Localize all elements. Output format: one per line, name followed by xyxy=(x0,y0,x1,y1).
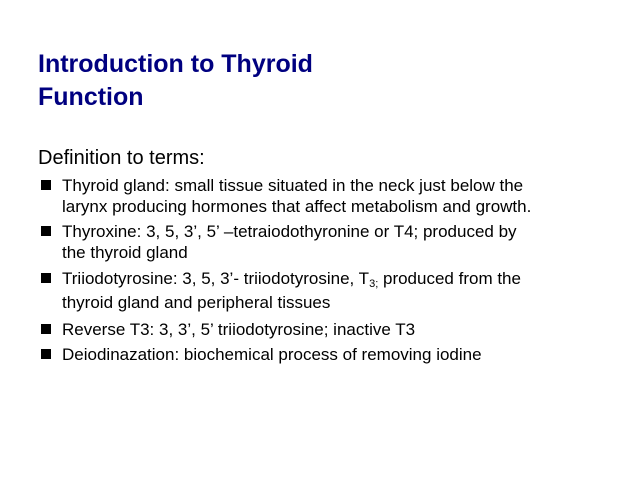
definitions-intro: Definition to terms: xyxy=(38,147,205,169)
slide-title-line-1: Introduction to Thyroid xyxy=(38,50,313,78)
slide-title-line-2: Function xyxy=(38,83,144,111)
square-bullet-icon xyxy=(41,349,51,359)
definition-triiodotyrosine xyxy=(38,267,618,315)
definition-line: Thyroxine: 3, 5, 3’, 5’ –tetraiodothyronine or T4; produced by xyxy=(62,222,517,241)
definition-list xyxy=(38,175,618,369)
square-bullet-icon xyxy=(41,226,51,236)
slide-title xyxy=(38,48,598,114)
definition-line: thyroid gland and peripheral tissues xyxy=(62,293,331,312)
definition-line: larynx producing hormones that affect metabolism and growth. xyxy=(62,197,532,216)
definition-line: Thyroid gland: small tissue situated in the neck just below the xyxy=(62,176,524,195)
definition-line: produced from the xyxy=(378,269,521,288)
definition-line: the thyroid gland xyxy=(62,243,188,262)
square-bullet-icon xyxy=(41,180,51,190)
definition-thyroid-gland xyxy=(38,175,618,217)
definition-thyroxine xyxy=(38,221,618,263)
square-bullet-icon xyxy=(41,273,51,283)
subscript-3: 3; xyxy=(369,278,379,290)
definition-line: Reverse T3: 3, 3’, 5’ triiodotyrosine; inactive T3 xyxy=(62,320,416,339)
square-bullet-icon xyxy=(41,324,51,334)
definition-reverse-t3 xyxy=(38,319,618,340)
definition-line: Deiodinazation: biochemical process of removing iodine xyxy=(62,345,482,364)
definition-deiodination xyxy=(38,344,618,365)
definition-line: Triiodotyrosine: 3, 5, 3’- triiodotyrosine, T xyxy=(62,269,370,288)
